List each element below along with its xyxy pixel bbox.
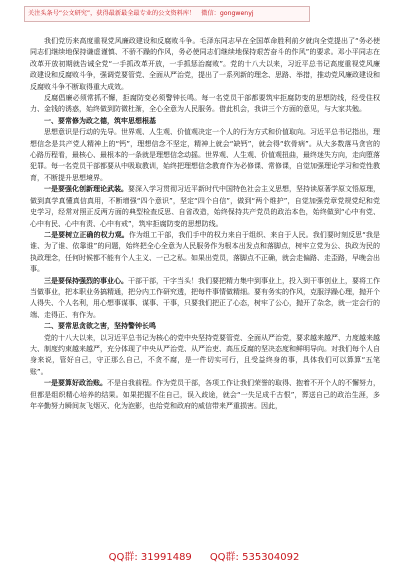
footer-qq-group-1: QQ群: 31991489 [108, 552, 192, 563]
paragraph-text: 思想意识是行动的先导。世界观、人生观、价值观决定一个人的行为方式和价值取向。习近平总书记指出，理想信念是共产党人精神上的“钙”，理想信念不坚定，精神上就会“缺钙”，就会得“软骨病”。从大多数落马贪官的心路历程看，最核心、最根本的一条就是理想信念动摇。世界观、人生观、价值观扭曲，最终迷失方向，走向堕落犯罪。每一名党员干部都要从中吸取教训，始终把理想信念教育作为必修课、常修课，自觉加强理论学习和党性教育，不断提升思想境界。 [30, 128, 380, 182]
paragraph-text: 作为组工干部，我们手中的权力来自于组织、来自于人民。我们要时刻反思“我是谁、为了谁、依靠谁”的问题，始终把全心全意为人民服务作为根本出发点和落脚点，树牢立党为公、执政为民的执政理念，任何时候都不能有个人主义、一己之私。如果出党员，落脚点不正确，就会走偏路、走歪路，早晚会出事。 [30, 230, 380, 274]
paragraph-lead: 三是要保持强烈的事业心。 [44, 276, 128, 285]
paragraph-text: 干部干部，干字当头！我们要把精力集中到事业上，投入到干事创业上，要将工作当做事业，把本职业务搞精通，把分内工作研究透，把每件事情做精细。要有务实的作风，克服浮躁心理，抛开个人得失、个人名利，用心想事谋事、谋事、干事，只要我们把正了心态，树牢了公心，抛开了杂念，就一定会行的端、走得正、有作为。 [30, 276, 380, 319]
body-paragraph [30, 276, 380, 322]
banner-wechat-text: 微信：gongwenyj [201, 10, 254, 17]
paragraph-text: 反腐倡廉必须常抓不懈，拒腐防变必须警钟长鸣。每一名党员干部都要筑牢拒腐防变的思想防线，经受住权力、金钱的诱惑，始终做到防微杜渐，全心全意为人民服务。借此机会，我讲三个方面的意见，与大家共勉。 [30, 94, 380, 114]
footer-qq-group-2: QQ群: 535304092 [209, 552, 300, 563]
paragraph-lead: 一是要强化创新理论武装。 [44, 185, 128, 194]
section-heading [30, 116, 380, 127]
paragraph-text: 一、要常修为政之德，筑牢思想根基 [44, 116, 156, 125]
banner-promo-text: 关注头条号“公文研究”，获得最新最全最专业的公文资料库！ [28, 10, 196, 17]
body-paragraph [30, 127, 380, 184]
paragraph-text: 我们党历来高度重视党风廉政建设和反腐败斗争。毛泽东同志早在全国革命胜利前夕就向全党提出了“务必使同志们继续地保持谦虚谨慎、不骄不躁的作风，务必使同志们继续地保持艰苦奋斗的作风”的要求。邓小平同志在改革开放初期就告诫全党“一手抓改革开放，一手抓惩治腐败”。党的十八大以来，习近平总书记高度重视党风廉政建设和反腐败斗争，强调党要管党、全面从严治党，提出了一系列新的理念、思路、举措，推动党风廉政建设和反腐败斗争不断取得重大成效。 [30, 37, 380, 91]
paragraph-text: 要深入学习贯彻习近平新时代中国特色社会主义思想，坚持读原著学原文悟原理，做到真学真懂真信真用，不断增强“四个意识”，坚定“四个自信”，做到“两个维护”，自觉加强党章党规党纪和党史学习，经常对照正反两方面的典型检查反思、自省改造，始终保持共产党员的政治本色，始终做到“心中有党、心中有民、心中有责、心中有戒”，筑牢拒腐防变的思想防线。 [30, 185, 380, 228]
paragraph-text: 不是自我前程。作为党员干部，各项工作让我们荣誉的取得、抱着不开个人的不懈努力，但都是组织精心培养的结果。如果把握不住自己，误入歧途，就会“一失足成千古恨”，葬送自己的政治生涯，多年辛勤努力瞬间灰飞烟灭、化为泡影，也给党和政府的威信带来严重损害。因此， [30, 379, 380, 410]
body-paragraph [30, 378, 380, 412]
paragraph-lead: 一是要算好政治账。 [44, 379, 107, 388]
body-paragraph [30, 333, 380, 379]
document-body [30, 36, 380, 536]
section-heading [30, 321, 380, 332]
paragraph-lead: 二是要树立正确的权力观。 [44, 230, 129, 239]
header-banner [24, 6, 310, 22]
body-paragraph [30, 230, 380, 276]
body-paragraph [30, 36, 380, 93]
paragraph-text: 二、要常思贪欲之害，坚持警钟长鸣 [44, 322, 156, 331]
paragraph-text: 党的十八大以来，以习近平总书记为核心的党中央坚持党要管党、全面从严治党，要求越来越严、力度越来越大、制度约束越来越严，充分体现了中央从严治党、从严治吏、高压反腐的坚决态度和鲜明导向。对我们每个人自身来说，管好自己，守正那么自己，不贪不腐，是一件切实可行，且受益终身的事，具体我们可以算算“五笔账”。 [30, 333, 380, 376]
footer-contact [0, 548, 408, 564]
body-paragraph [30, 93, 380, 116]
body-paragraph [30, 184, 380, 230]
